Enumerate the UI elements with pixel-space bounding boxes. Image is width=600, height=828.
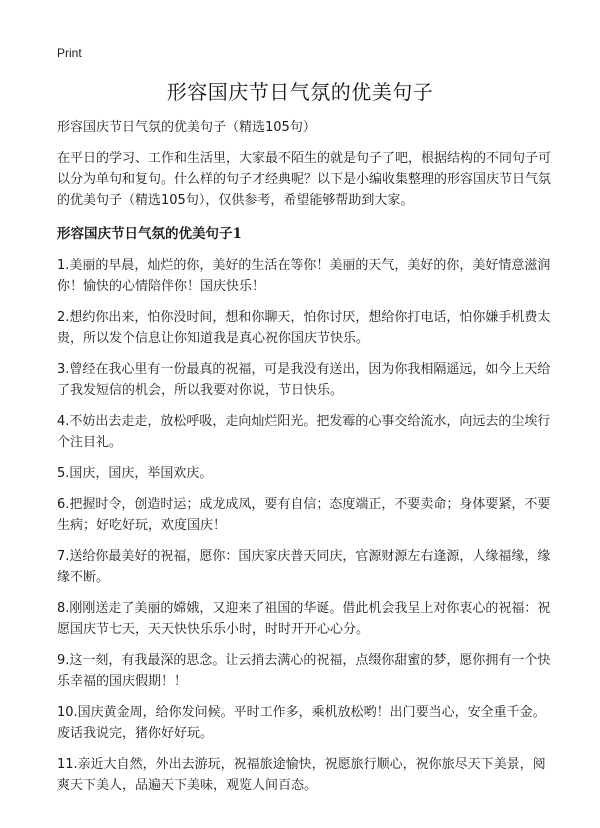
print-link[interactable]: Print (57, 46, 82, 60)
sentence-item: 11.亲近大自然，外出去游玩，祝福旅途愉快，祝愿旅行顺心，祝你旅尽天下美景，阅爽天下美人，品遍天下美味，观览人间百态。 (57, 757, 546, 793)
sentence-item: 4.不妨出去走走，放松呼吸，走向灿烂阳光。把发霉的心事交给流水，向远去的尘埃行个注目礼。 (57, 414, 551, 450)
sentence-item: 1.美丽的早晨，灿烂的你，美好的生活在等你！美丽的天气，美好的你，美好情意滋润你！愉快的心情陪伴你！国庆快乐！ (57, 258, 551, 294)
sentence-item: 3.曾经在我心里有一份最真的祝福，可是我没有送出，因为你我相隔遥远，如今上天给了我发短信的机会，所以我要对你说，节日快乐。 (57, 362, 551, 398)
article-body (57, 117, 557, 806)
section-heading: 形容国庆节日气氛的优美句子1 (57, 226, 242, 242)
sentence-item: 2.想约你出来，怕你没时间，想和你聊天，怕你讨厌，想给你打电话，怕你嫌手机费太贵，所以发个信息让你知道我是真心祝你国庆节快乐。 (57, 310, 551, 346)
sentence-item: 6.把握时令，创造时运；成龙成凤，要有自信；态度端正，不要卖命；身体要紧，不要生病；好吃好玩，欢度国庆！ (57, 497, 551, 533)
sentence-item: 9.这一刻，有我最深的思念。让云捎去满心的祝福，点缀你甜蜜的梦，愿你拥有一个快乐幸福的国庆假期！！ (57, 653, 551, 689)
intro-paragraph: 在平日的学习、工作和生活里，大家最不陌生的就是句子了吧，根据结构的不同句子可以分为单句和复句。什么样的句子才经典呢？以下是小编收集整理的形容国庆节日气氛的优美句子（精选105句），仅供参考，希望能够帮助到大家。 (57, 151, 552, 208)
article-subtitle: 形容国庆节日气氛的优美句子（精选105句） (57, 120, 316, 135)
page-title: 形容国庆节日气氛的优美句子 (166, 80, 434, 104)
sentence-item: 10.国庆黄金周，给你发问候。平时工作多，乘机放松哟！出门要当心，安全重千金。废话我说完，猪你好好玩。 (57, 705, 546, 741)
sentence-item: 7.送给你最美好的祝福，愿你：国庆家庆普天同庆，官源财源左右逢源，人缘福缘，缘缘不断。 (57, 549, 551, 585)
sentence-item: 8.刚刚送走了美丽的嫦娥，又迎来了祖国的华诞。借此机会我呈上对你衷心的祝福：祝愿国庆节七天，天天快快乐乐小时，时时开开心心分。 (57, 601, 551, 637)
sentence-item: 5.国庆，国庆，举国欢庆。 (57, 466, 213, 481)
